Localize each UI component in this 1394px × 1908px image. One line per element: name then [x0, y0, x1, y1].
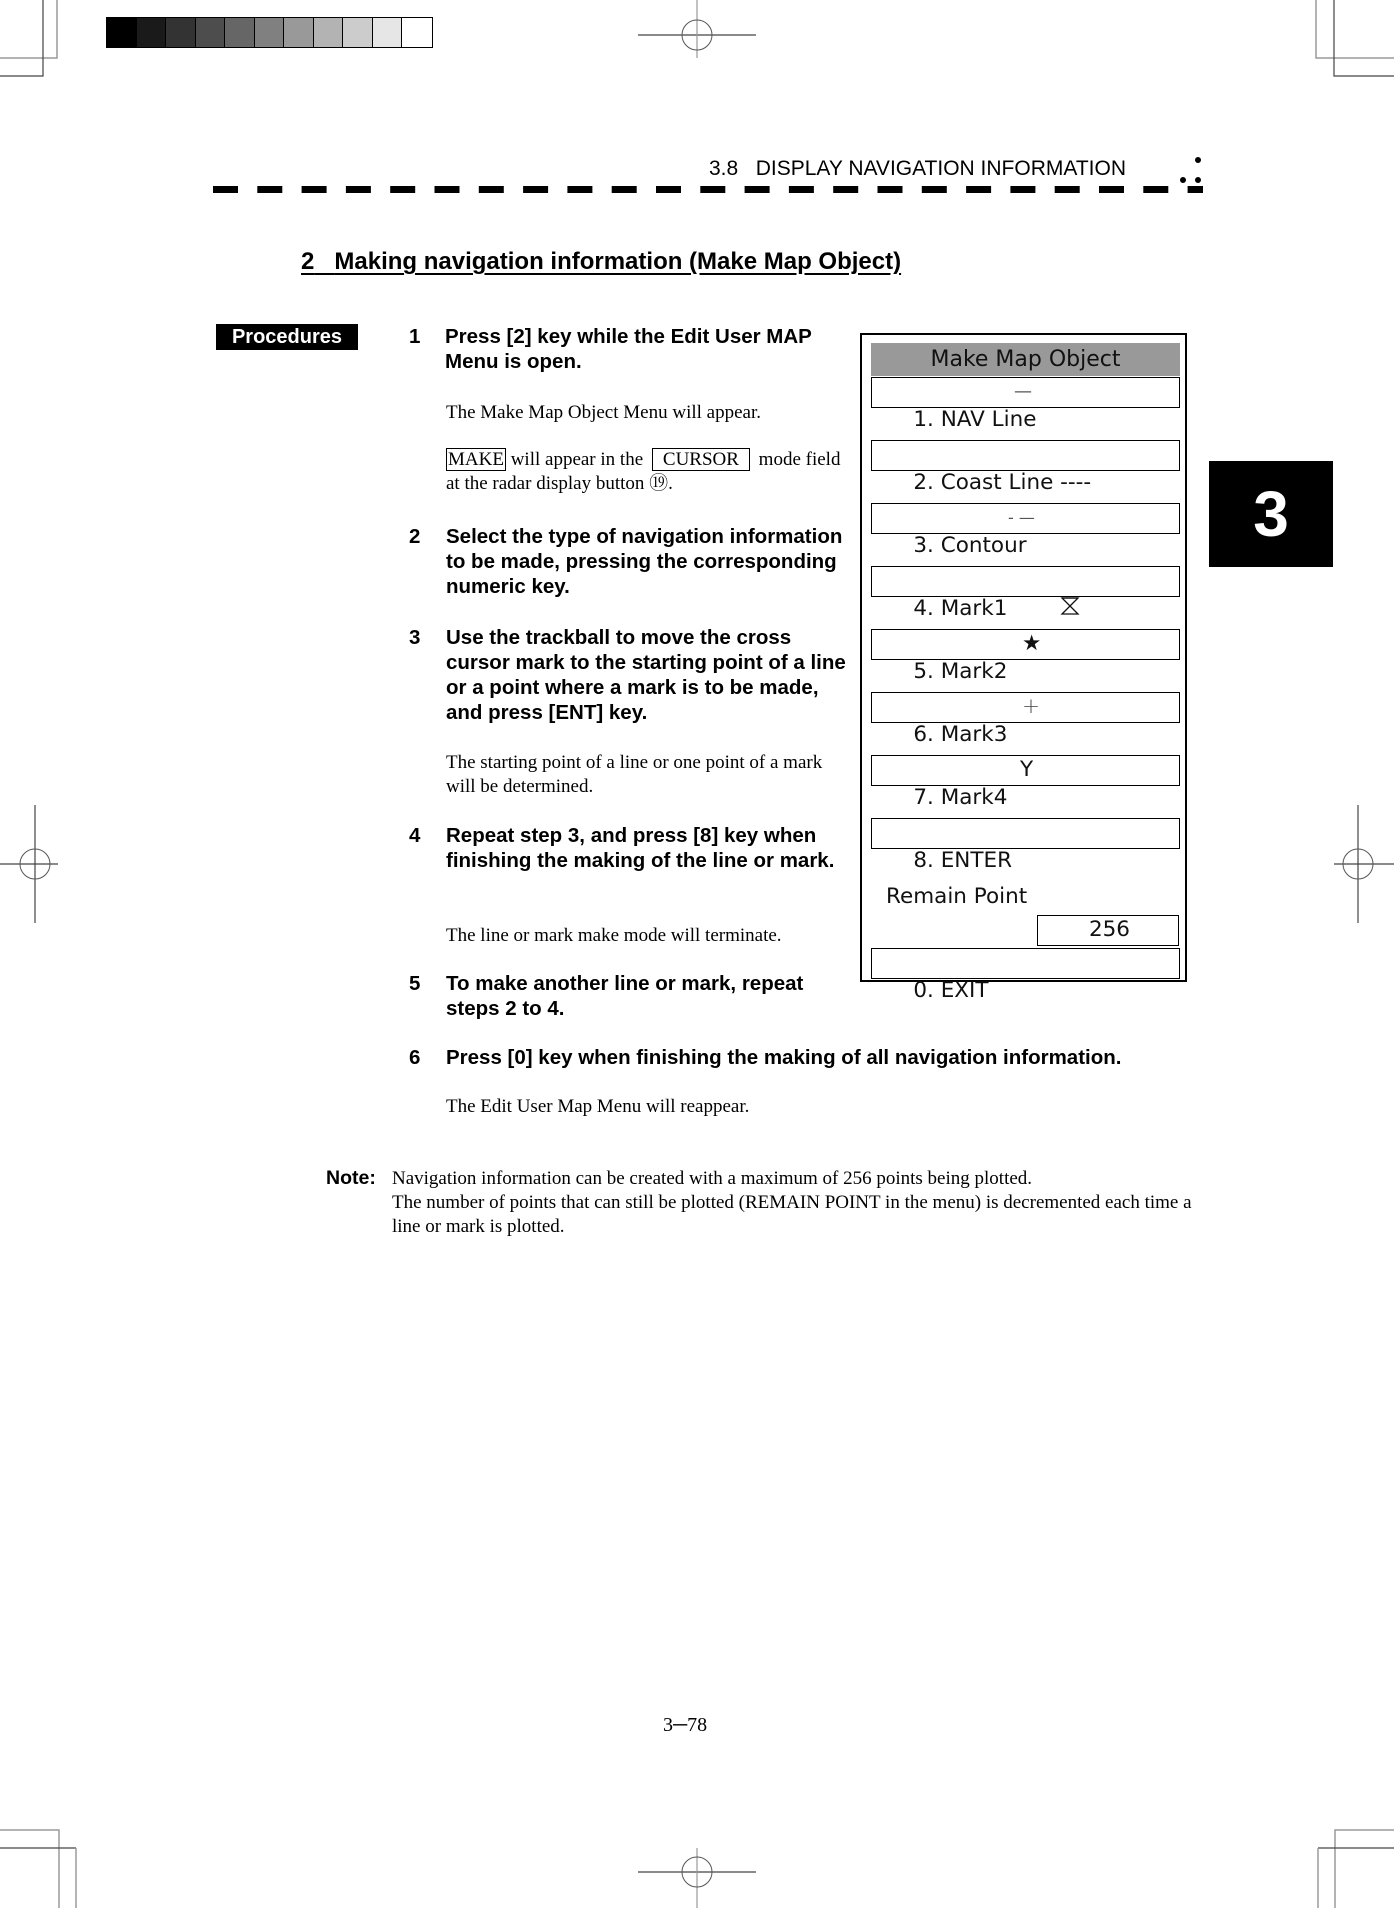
dash-dot-line-icon: - —	[1008, 508, 1035, 527]
menu-title: Make Map Object	[871, 343, 1180, 376]
step-6-note: The Edit User Map Menu will reappear.	[446, 1096, 750, 1117]
step-number: 3	[409, 626, 421, 649]
period: .	[668, 473, 673, 494]
section-title: DISPLAY NAVIGATION INFORMATION	[755, 157, 1126, 180]
step-number: 5	[409, 972, 421, 995]
menu-item-nav-line[interactable]	[871, 377, 1180, 432]
menu-item-contour[interactable]	[871, 503, 1180, 558]
grayscale-swatch	[314, 18, 344, 47]
grayscale-swatch	[255, 18, 285, 47]
inline-text: mode field at the radar display button	[446, 449, 841, 494]
menu-item-mark4[interactable]	[871, 755, 1180, 810]
menu-item-label: 7. Mark4	[913, 785, 1008, 810]
button-reference: ⑲	[649, 473, 669, 494]
menu-item-label: 0. EXIT	[913, 978, 989, 1003]
step-1-inline-note	[446, 448, 846, 496]
section-heading	[301, 248, 901, 276]
menu-item-label: 2. Coast Line ----	[913, 470, 1092, 495]
menu-item-label: 6. Mark3	[913, 722, 1008, 747]
star-icon: ★	[1022, 631, 1042, 656]
inline-text: will appear in the	[510, 449, 644, 470]
menu-item-exit[interactable]	[871, 948, 1180, 1003]
step-text: To make another line or mark, repeat steps 2 to 4.	[446, 972, 804, 1020]
header-dashed-rule	[213, 186, 1203, 193]
grayscale-swatch	[196, 18, 226, 47]
solid-line-icon: —	[1014, 381, 1032, 402]
step-number: 6	[409, 1046, 421, 1069]
procedures-badge: Procedures	[216, 324, 358, 350]
step-number: 1	[409, 325, 421, 348]
menu-item-enter[interactable]	[871, 818, 1180, 873]
remain-point-value: 256	[1037, 915, 1179, 946]
note-body	[392, 1167, 1192, 1239]
section-number: 3.8	[709, 157, 739, 180]
grayscale-swatch	[137, 18, 167, 47]
step-3-note: The starting point of a line or one point of a mark will be determined.	[446, 752, 823, 797]
menu-item-label: 1. NAV Line	[913, 407, 1037, 432]
menu-item-mark2[interactable]	[871, 629, 1180, 684]
step-text: Select the type of navigation information to be made, pressing the corresponding numeric key.	[446, 525, 843, 598]
y-mark-icon: Y	[1020, 757, 1034, 782]
heading-title: Making navigation information (Make Map Object)	[334, 248, 902, 275]
step-number: 2	[409, 525, 421, 548]
step-4-note: The line or mark make mode will terminate.	[446, 925, 782, 946]
note-line: Navigation information can be created with a maximum of 256 points being plotted.	[392, 1168, 1033, 1189]
grayscale-swatch	[225, 18, 255, 47]
plus-icon: +	[1022, 694, 1041, 719]
chapter-tab: 3	[1209, 461, 1333, 567]
grayscale-swatch	[402, 18, 432, 47]
running-header	[709, 157, 1126, 181]
grayscale-swatch	[107, 18, 137, 47]
note-label: Note:	[326, 1167, 376, 1189]
step-text: Press [0] key when finishing the making of all navigation information.	[446, 1046, 1122, 1069]
remain-point-label: Remain Point	[886, 884, 1028, 909]
grayscale-swatch	[166, 18, 196, 47]
step-text: Press [2] key while the Edit User MAP Menu is open.	[445, 325, 812, 373]
step-text: Use the trackball to move the cross cursor mark to the starting point of a line or a point where a mark is to be made, and press [ENT] key.	[446, 626, 846, 724]
grayscale-swatch	[343, 18, 373, 47]
make-map-object-menu	[860, 333, 1187, 1003]
step-1-note: The Make Map Object Menu will appear.	[446, 402, 761, 423]
menu-item-coast-line[interactable]	[871, 440, 1180, 495]
grayscale-calibration-strip	[106, 17, 433, 48]
heading-number: 2	[301, 248, 315, 275]
menu-item-mark1[interactable]	[871, 566, 1180, 621]
page-number: 3─78	[663, 1714, 708, 1736]
cursor-mode-label: CURSOR	[652, 448, 750, 471]
menu-item-label: 3. Contour	[913, 533, 1027, 558]
menu-item-mark3[interactable]	[871, 692, 1180, 747]
grayscale-swatch	[373, 18, 403, 47]
header-dots-ornament	[1176, 155, 1206, 185]
menu-item-label: 8. ENTER	[913, 848, 1013, 873]
note-line: The number of points that can still be plotted (REMAIN POINT in the menu) is decremented each time a line or mark is plotted.	[392, 1192, 1192, 1237]
step-text: Repeat step 3, and press [8] key when finishing the making of the line or mark.	[446, 824, 835, 872]
menu-item-label: 5. Mark2	[913, 659, 1008, 684]
grayscale-swatch	[284, 18, 314, 47]
make-mode-label: MAKE	[448, 449, 504, 470]
step-number: 4	[409, 824, 421, 847]
menu-item-label: 4. Mark1	[913, 596, 1008, 621]
